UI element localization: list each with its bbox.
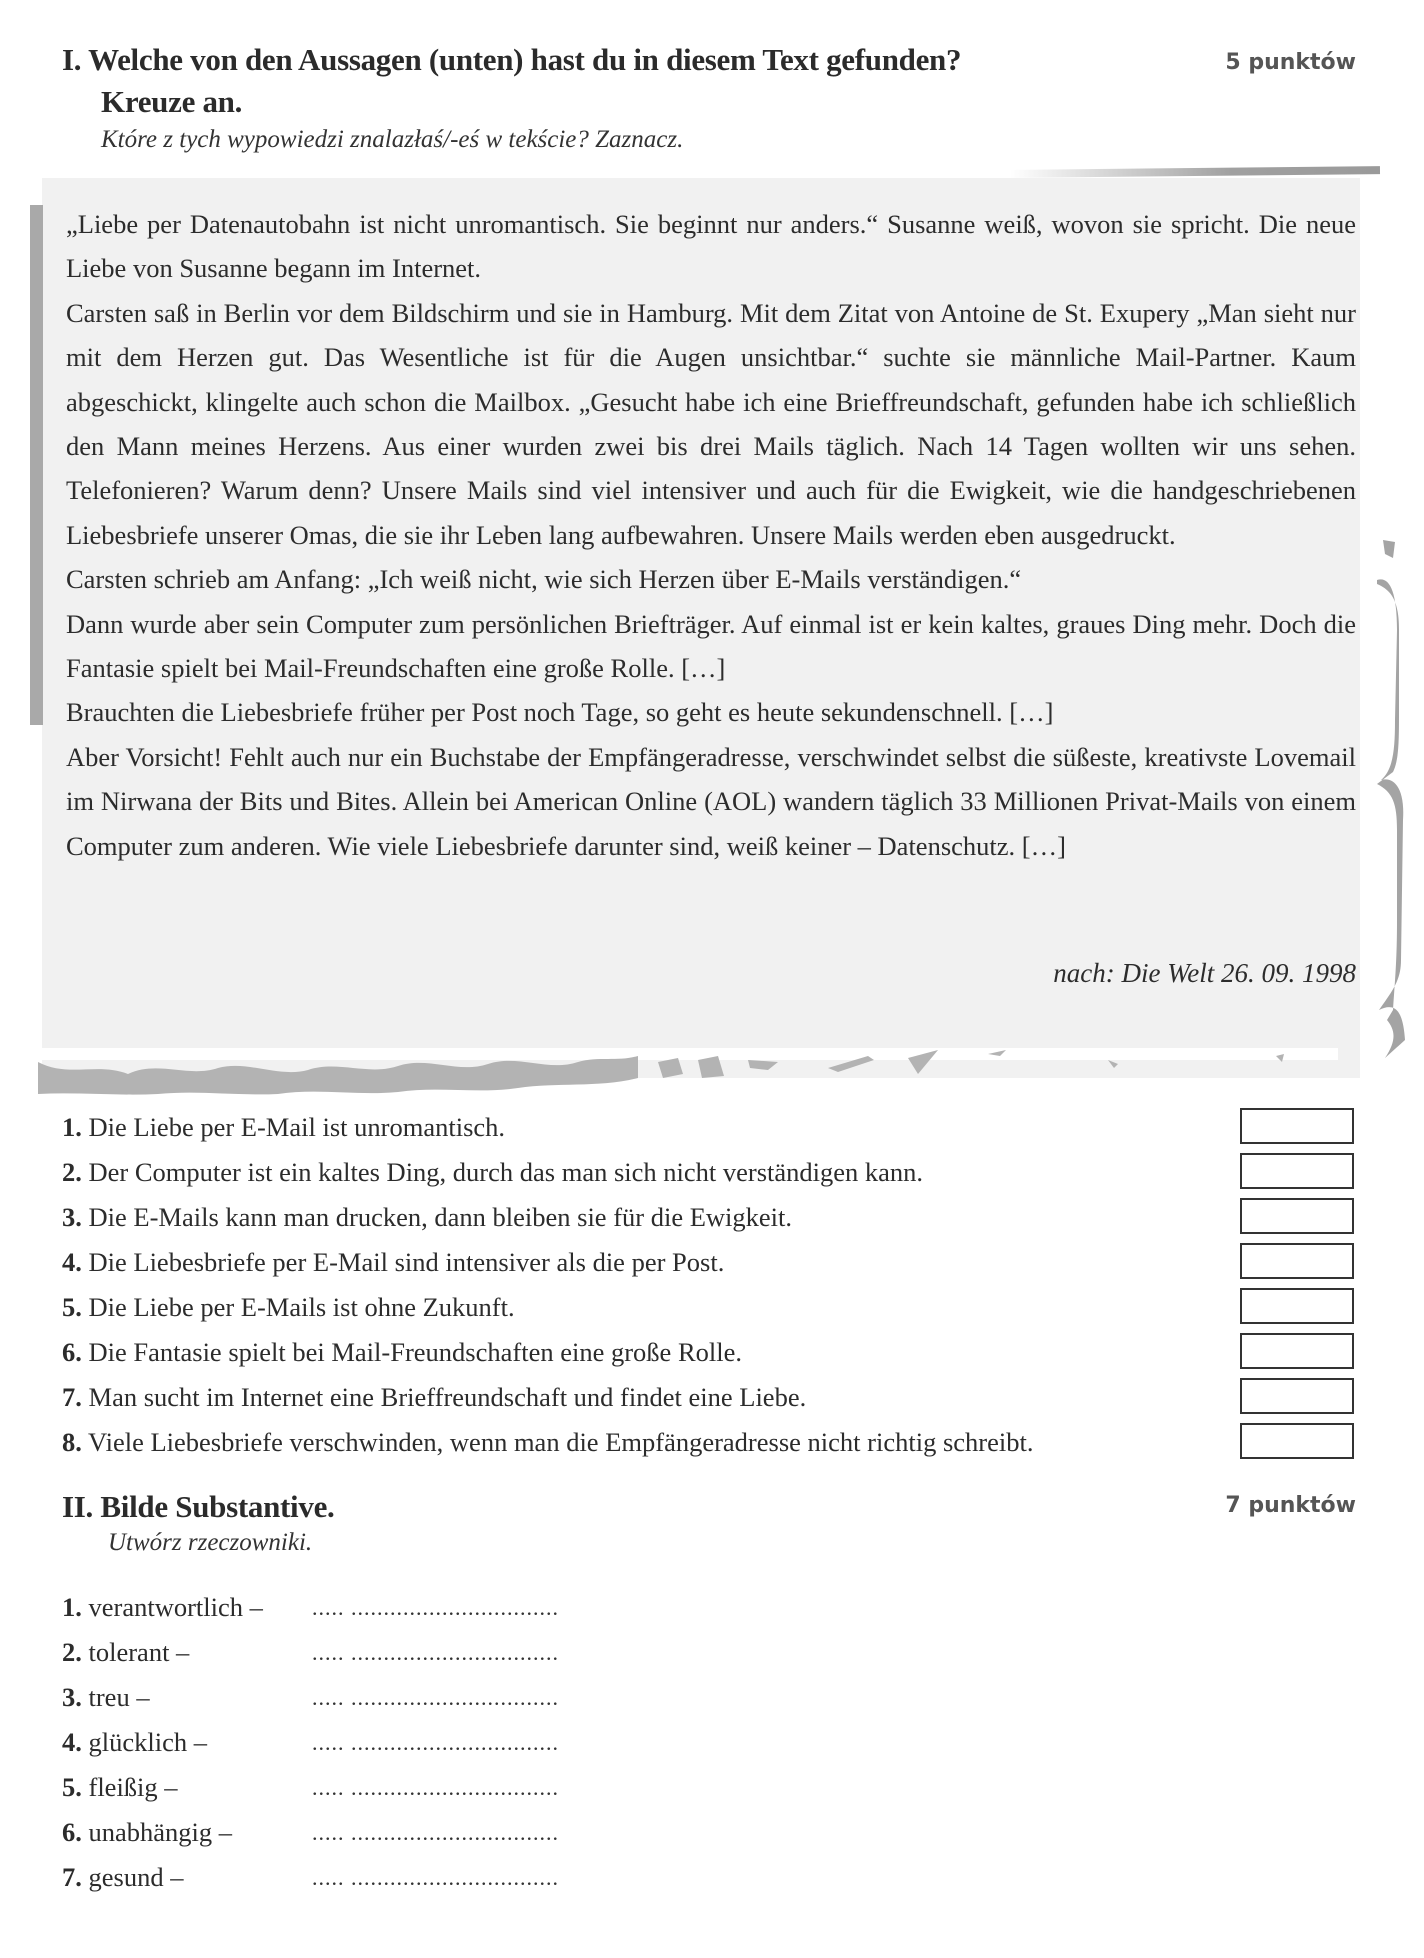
passage-paragraph: Carsten schrieb am Anfang: „Ich weiß nicht, wie sich Herzen über E-Mails verständigen.“ — [66, 564, 1022, 595]
statement-number: 4. — [62, 1247, 82, 1277]
exercise-word: fleißig – — [88, 1772, 178, 1802]
passage-left-edge — [30, 205, 43, 725]
section-2-subtitle: Utwórz rzeczowniki. — [108, 1529, 313, 1556]
statement-number: 6. — [62, 1337, 82, 1367]
statement-item — [62, 1330, 1362, 1375]
passage-paragraph: „Liebe per Datenautobahn ist nicht unromantisch. Sie beginnt nur anders.“ Susanne weiß, wovon sie spricht. Die neue Liebe von Susanne begann im Internet. — [66, 209, 1356, 284]
statement-checkbox[interactable] — [1240, 1243, 1354, 1279]
statement-number: 7. — [62, 1382, 82, 1412]
exercise-number: 2. — [62, 1637, 82, 1667]
passage-top-decoration — [1010, 166, 1380, 178]
passage-paragraph: Dann wurde aber sein Computer zum persönlichen Briefträger. Auf einmal ist er kein kaltes, graues Ding mehr. Doch die Fantasie spielt bei Mail-Freundschaften eine große Rolle. […] — [66, 608, 1356, 684]
answer-blank[interactable]: ..... ................................ — [312, 1730, 559, 1755]
section-1-subtitle: Które z tych wypowiedzi znalazłaś/-eś w tekście? Zaznacz. — [101, 126, 684, 153]
statement-number: 3. — [62, 1202, 82, 1232]
answer-blank[interactable]: ..... ................................ — [312, 1820, 559, 1845]
exercise-number: 7. — [62, 1862, 82, 1892]
torn-edge-decoration — [38, 1048, 1338, 1098]
statement-text: Man sucht im Internet eine Brieffreundschaft und findet eine Liebe. — [88, 1382, 807, 1412]
passage-source: nach: Die Welt 26. 09. 1998 — [1053, 958, 1356, 988]
noun-exercise-list — [62, 1585, 559, 1900]
answer-blank[interactable]: ..... ................................ — [312, 1685, 559, 1710]
statement-item — [62, 1195, 1362, 1240]
statement-text: Viele Liebesbriefe verschwinden, wenn man die Empfängeradresse nicht richtig schreibt. — [88, 1427, 1034, 1457]
statements-list — [62, 1105, 1362, 1465]
statement-text: Die Liebe per E-Mails ist ohne Zukunft. — [88, 1292, 515, 1322]
exercise-word: gesund – — [88, 1862, 184, 1892]
statement-number: 8. — [62, 1427, 82, 1457]
statement-checkbox[interactable] — [1240, 1288, 1354, 1324]
statement-checkbox[interactable] — [1240, 1153, 1354, 1189]
passage-paragraph: Carsten saß in Berlin vor dem Bildschirm und sie in Hamburg. Mit dem Zitat von Antoine de St. Exupery „Man sieht nur mit dem Herzen gut. Das Wesentliche ist für die Augen unsichtbar.“ suchte sie männliche Mail-Partner. Kaum abgeschickt, klingelte auch schon die Mailbox. „Gesucht habe ich eine Brieffreundschaft, gefunden habe ich schließlich den Mann meines Herzens. Aus einer wurden zwei bis drei Mails täglich. Nach 14 Tagen wollten wir uns sehen. Telefonieren? Warum denn? Unsere Mails sind viel intensiver und auch für die Ewigkeit, wie die handgeschriebenen Liebesbriefe unserer Omas, die sie ihr Leben lang aufbewahren. Unsere Mails werden eben ausgedruckt. — [66, 297, 1356, 550]
statement-checkbox[interactable] — [1240, 1108, 1354, 1144]
section-1-title: I. Welche von den Aussagen (unten) hast du in diesem Text gefunden? — [62, 42, 962, 77]
answer-blank[interactable]: ..... ................................ — [312, 1640, 559, 1665]
bracket-decoration — [1375, 540, 1415, 1060]
exercise-item — [62, 1720, 559, 1765]
statement-text: Die Liebe per E-Mail ist unromantisch. — [88, 1112, 506, 1142]
answer-blank[interactable]: ..... ................................ — [312, 1865, 559, 1890]
statement-item — [62, 1240, 1362, 1285]
exercise-word: treu – — [88, 1682, 150, 1712]
exercise-number: 4. — [62, 1727, 82, 1757]
passage-paragraph: Brauchten die Liebesbriefe früher per Post noch Tage, so geht es heute sekundenschnell. […] — [66, 697, 1054, 728]
section-1-title-line2: Kreuze an. — [101, 84, 243, 119]
exercise-item — [62, 1765, 559, 1810]
exercise-word: glücklich – — [88, 1727, 207, 1757]
statement-number: 2. — [62, 1157, 82, 1187]
passage-paragraph: Aber Vorsicht! Fehlt auch nur ein Buchstabe der Empfängeradresse, verschwindet selbst die süßeste, kreativste Lovemail im Nirwana der Bits und Bites. Allein bei American Online (AOL) wandern täglich 33 Millionen Privat-Mails von einem Computer zum anderen. Wie viele Liebesbriefe darunter sind, weiß keiner – Datenschutz. […] — [66, 741, 1356, 861]
statement-item — [62, 1375, 1362, 1420]
statement-item — [62, 1285, 1362, 1330]
exercise-item — [62, 1585, 559, 1630]
statement-text: Die E-Mails kann man drucken, dann bleiben sie für die Ewigkeit. — [88, 1202, 793, 1232]
statement-checkbox[interactable] — [1240, 1198, 1354, 1234]
reading-passage — [66, 202, 1356, 868]
exercise-word: unabhängig – — [88, 1817, 233, 1847]
statement-checkbox[interactable] — [1240, 1378, 1354, 1414]
statement-checkbox[interactable] — [1240, 1333, 1354, 1369]
statement-item — [62, 1150, 1362, 1195]
statement-text: Der Computer ist ein kaltes Ding, durch das man sich nicht verständigen kann. — [88, 1157, 924, 1187]
statement-text: Die Liebesbriefe per E-Mail sind intensiver als die per Post. — [88, 1247, 725, 1277]
exercise-number: 1. — [62, 1592, 82, 1622]
exercise-number: 5. — [62, 1772, 82, 1802]
exercise-number: 3. — [62, 1682, 82, 1712]
section-2-points: 7 punktów — [1225, 1493, 1356, 1518]
exercise-number: 6. — [62, 1817, 82, 1847]
exercise-item — [62, 1810, 559, 1855]
statement-number: 5. — [62, 1292, 82, 1322]
statement-text: Die Fantasie spielt bei Mail-Freundschaften eine große Rolle. — [88, 1337, 742, 1367]
statement-checkbox[interactable] — [1240, 1423, 1354, 1459]
exercise-item — [62, 1630, 559, 1675]
exercise-item — [62, 1855, 559, 1900]
answer-blank[interactable]: ..... ................................ — [312, 1595, 559, 1620]
exercise-word: tolerant – — [88, 1637, 190, 1667]
section-1-points: 5 punktów — [1225, 50, 1356, 75]
exercise-word: verantwortlich – — [88, 1592, 263, 1622]
statement-item — [62, 1420, 1362, 1465]
exercise-item — [62, 1675, 559, 1720]
section-2-title: II. Bilde Substantive. — [62, 1489, 335, 1524]
answer-blank[interactable]: ..... ................................ — [312, 1775, 559, 1800]
statement-item — [62, 1105, 1362, 1150]
statement-number: 1. — [62, 1112, 82, 1142]
